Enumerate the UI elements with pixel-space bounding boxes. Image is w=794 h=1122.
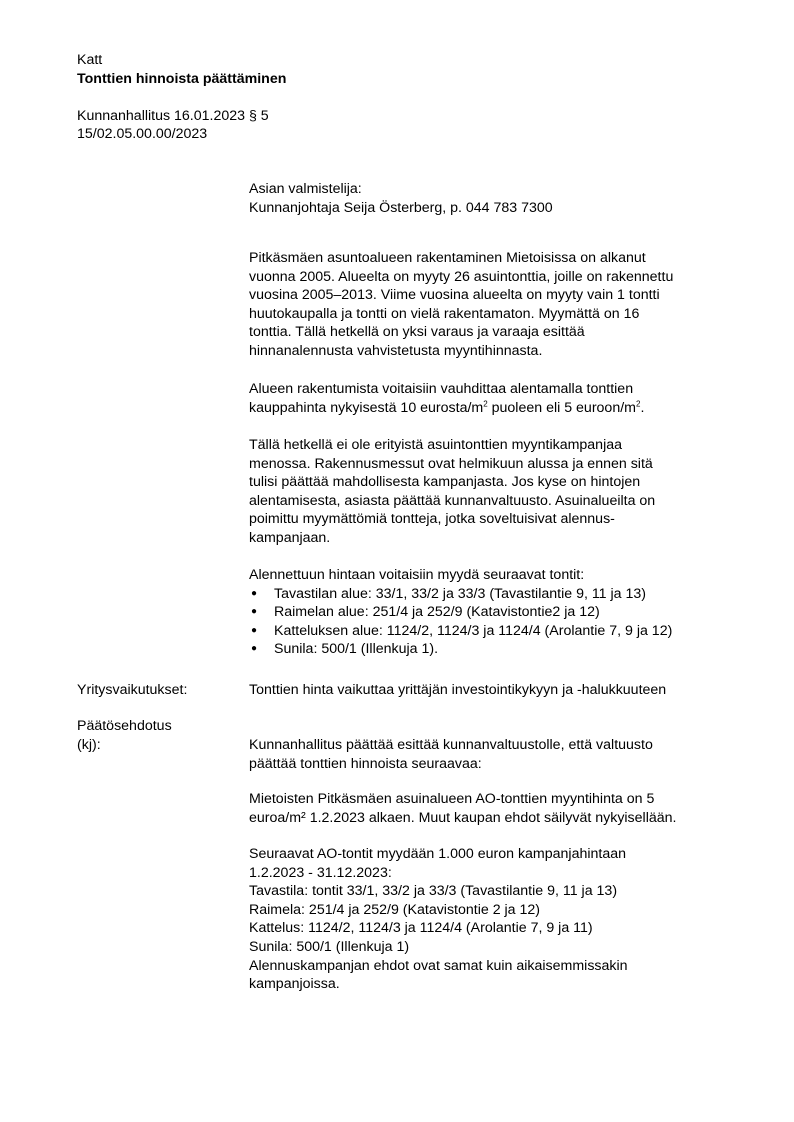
- section-code: Katt: [77, 52, 103, 68]
- proposal-line: Kattelus: 1124/2, 1124/3 ja 1124/4 (Arolantie 7, 9 ja 11): [249, 920, 593, 937]
- case-number: 15/02.05.00.00/2023: [77, 126, 208, 143]
- preparer-block: [249, 180, 749, 217]
- document-header: [77, 51, 286, 144]
- proposal-line: Kunnanhallitus päättää esittää kunnanvaltuustolle, että valtuusto: [249, 737, 653, 753]
- proposal-intro: [249, 736, 749, 773]
- price-text: .: [640, 399, 645, 416]
- proposal-price: [249, 790, 749, 827]
- preparer-name: Kunnanjohtaja Seija Österberg, p. 044 783 7300: [249, 199, 553, 216]
- proposal-label: Päätösehdotus: [77, 718, 172, 734]
- proposal-line: Sunila: 500/1 (Illenkuja 1): [249, 938, 410, 955]
- document-title: Tonttien hinnoista päättäminen: [77, 70, 287, 87]
- proposal-line: Raimela: 251/4 ja 252/9 (Katavistontie 2 ja 12): [249, 901, 541, 918]
- preparer-label: Asian valmistelija:: [249, 181, 362, 197]
- proposal-line: Alennuskampanjan ehdot ovat samat kuin aikaisemmissakin: [249, 957, 628, 974]
- campaign-line: alentamisesta, asiasta päättää kunnanvaltuusto. Asuinalueilta on: [249, 492, 656, 509]
- campaign-line: tulisi päättää mahdollisesta kampanjasta. Jos kyse on hintojen: [249, 474, 641, 491]
- proposal-line: kampanjoissa.: [249, 976, 340, 993]
- campaign-line: poimittu myymättömiä tontteja, jotka soveltuisivat alennus-: [249, 511, 615, 528]
- list-item: ● Raimelan alue: 251/4 ja 252/9 (Katavistontie2 ja 12): [249, 603, 749, 622]
- proposal-line: euroa/m² 1.2.2023 alkaen. Muut kaupan ehdot säilyvät nykyisellään.: [249, 809, 677, 826]
- list-item: ● Katteluksen alue: 1124/2, 1124/3 ja 1124/4 (Arolantie 7, 9 ja 12): [249, 622, 749, 641]
- price-line: [249, 399, 749, 418]
- intro-line: huutokaupalla ja tontti on vielä rakentamaton. Myymättä on 16: [249, 305, 640, 322]
- list-item: ● Sunila: 500/1 (Illenkuja 1).: [249, 640, 749, 659]
- meeting-info: Kunnanhallitus 16.01.2023 § 5: [77, 107, 269, 124]
- price-text: kauppahinta nykyisestä 10 eurosta/m: [249, 399, 484, 416]
- price-paragraph: [249, 380, 749, 417]
- proposal-line: Seuraavat AO-tontit myydään 1.000 euron kampanjahintaan: [249, 846, 627, 862]
- intro-line: vuonna 2005. Alueelta on myyty 26 asuintonttia, joille on rakennettu: [249, 268, 674, 285]
- business-label: Yritysvaikutukset:: [77, 682, 188, 698]
- intro-line: Pitkäsmäen asuntoalueen rakentaminen Mietoisissa on alkanut: [249, 250, 646, 266]
- campaign-line: kampanjaan.: [249, 529, 331, 546]
- intro-line: vuosina 2005–2013. Viime vuosina alueelta on myyty vain 1 tontti: [249, 287, 660, 304]
- plots-list: [249, 585, 749, 659]
- proposal-label-sub: (kj):: [77, 737, 101, 753]
- intro-line: hinnanalennusta vahvistetusta myyntihinnasta.: [249, 342, 543, 359]
- plots-block: [249, 566, 749, 659]
- proposal-line: Mietoisten Pitkäsmäen asuinalueen AO-tonttien myyntihinta on 5: [249, 791, 655, 807]
- price-text: puoleen eli 5 euroon/m: [487, 399, 636, 416]
- proposal-line: päättää tonttien hinnoista seuraavaa:: [249, 755, 482, 772]
- superscript: 2: [635, 398, 641, 408]
- plots-lead: Alennettuun hintaan voitaisiin myydä seuraavat tontit:: [249, 567, 585, 583]
- intro-line: tonttia. Tällä hetkellä on yksi varaus ja varaaja esittää: [249, 324, 585, 341]
- proposal-line: Tavastila: tontit 33/1, 33/2 ja 33/3 (Tavastilantie 9, 11 ja 13): [249, 883, 618, 900]
- campaign-paragraph: [249, 436, 749, 548]
- campaign-line: Tällä hetkellä ei ole erityistä asuintonttien myyntikampanjaa: [249, 437, 623, 453]
- proposal-campaign: [249, 845, 749, 994]
- price-line: Alueen rakentumista voitaisiin vauhdittaa alentamalla tonttien: [249, 381, 634, 397]
- list-item: ● Tavastilan alue: 33/1, 33/2 ja 33/3 (Tavastilantie 9, 11 ja 13): [249, 585, 749, 604]
- superscript: 2: [483, 398, 488, 408]
- campaign-line: menossa. Rakennusmessut ovat helmikuun alussa ja ennen sitä: [249, 455, 653, 472]
- business-text: Tonttien hinta vaikuttaa yrittäjän investointikykyyn ja -halukkuuteen: [249, 682, 667, 698]
- intro-paragraph: [249, 249, 749, 361]
- proposal-line: 1.2.2023 - 31.12.2023:: [249, 864, 392, 881]
